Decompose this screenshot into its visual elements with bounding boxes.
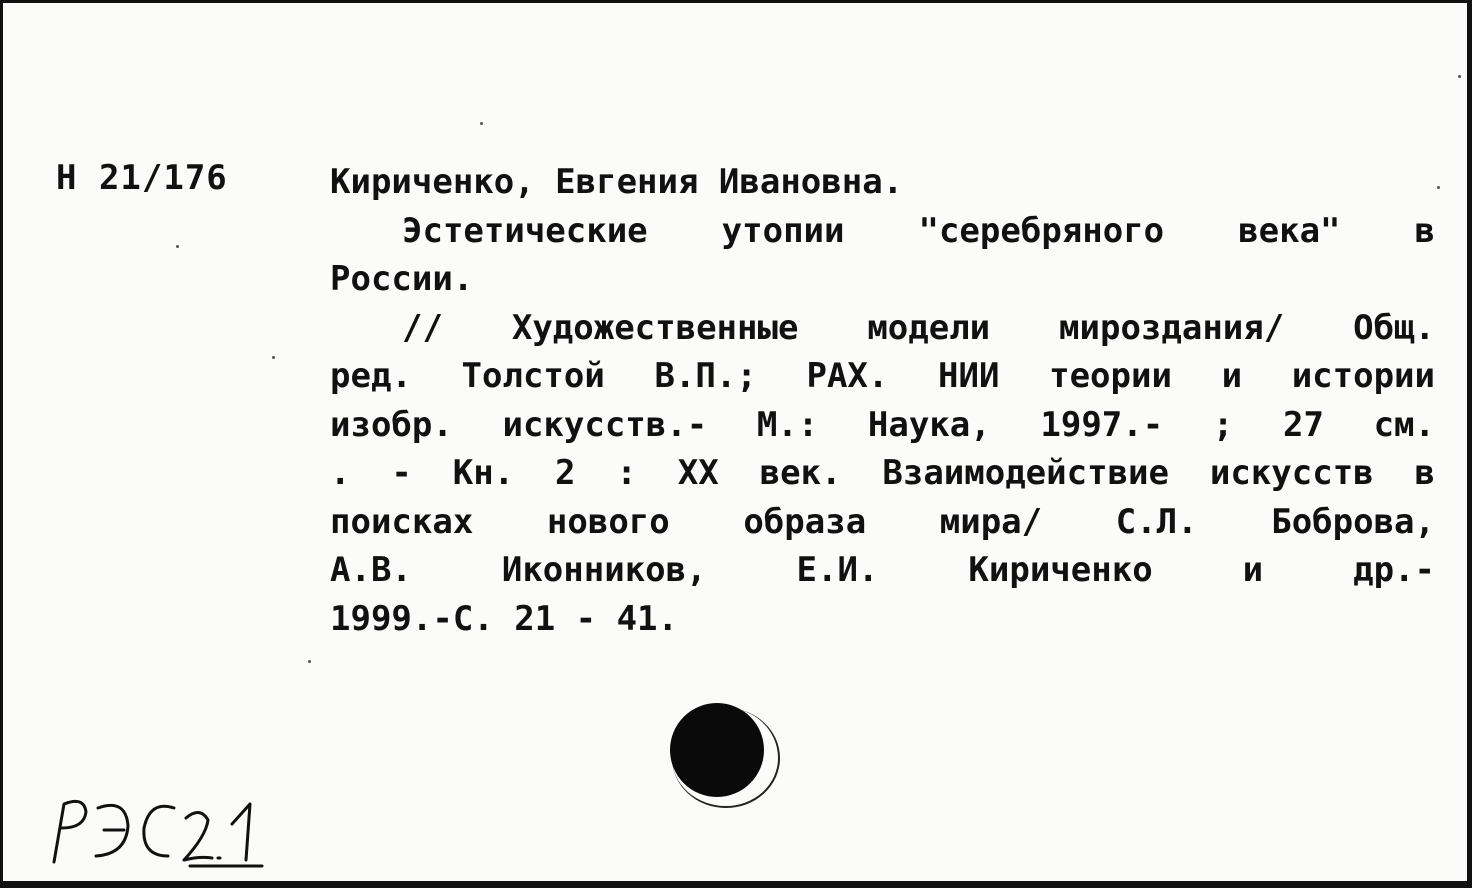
entry-line: ред. Толстой В.П.; РАХ. НИИ теории и истории — [330, 356, 1435, 396]
shelfmark: Н 21/176 — [56, 158, 228, 198]
card-border-top — [0, 0, 1472, 3]
bibliographic-entry — [330, 158, 1435, 643]
entry-line: А.В. Иконников, Е.И. Кириченко и др.- — [330, 550, 1435, 590]
scan-speck — [308, 660, 311, 663]
scan-speck — [1458, 75, 1461, 78]
entry-line: поисках нового образа мира/ С.Л. Боброва, — [330, 501, 1435, 542]
card-border-bottom — [0, 881, 1472, 888]
entry-line: изобр. искусств.- М.: Наука, 1997.- ; 27 см. — [330, 404, 1435, 445]
handwritten-mark — [40, 782, 270, 872]
author-heading: Кириченко, Евгения Ивановна. — [330, 162, 904, 202]
punch-hole — [670, 703, 764, 797]
scan-speck — [176, 245, 179, 248]
card-border-left — [0, 0, 3, 888]
entry-line: Эстетические утопии "серебряного века" в — [402, 210, 1435, 251]
scan-speck — [480, 122, 483, 125]
scan-speck — [272, 356, 275, 359]
entry-line: // Художественные модели мироздания/ Общ. — [402, 307, 1435, 348]
entry-line: . - Кн. 2 : XX век. Взаимодействие искусств в — [330, 453, 1435, 493]
card-border-right — [1467, 0, 1472, 888]
entry-line: России. — [330, 259, 474, 299]
scan-speck — [1437, 186, 1440, 189]
entry-line: 1999.-С. 21 - 41. — [330, 598, 678, 639]
